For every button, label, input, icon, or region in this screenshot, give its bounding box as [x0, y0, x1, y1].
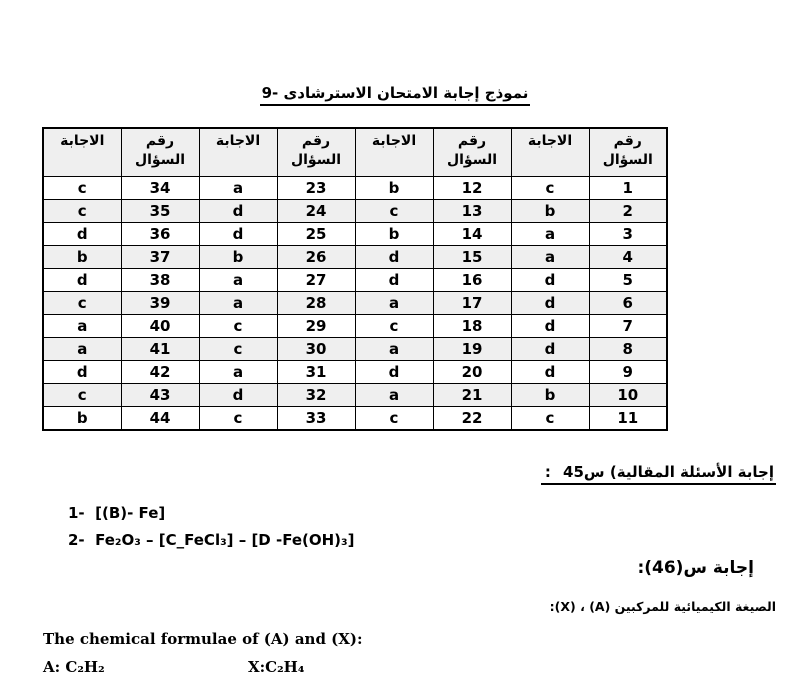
question-number-cell: 30	[277, 338, 355, 361]
answer-header: الاجابة	[511, 128, 589, 177]
table-row	[43, 315, 667, 338]
answer-header: الاجابة	[199, 128, 277, 177]
q46-subheading-text: الصيغة الكيميائية للمركبين	[614, 599, 776, 614]
question-number-cell: 19	[433, 338, 511, 361]
answer-cell: d	[511, 315, 589, 338]
q46-subheading-x: (X)	[554, 599, 576, 614]
table-row	[43, 361, 667, 384]
question-number-cell: 35	[121, 200, 199, 223]
answer-cell: a	[511, 223, 589, 246]
answer-header: الاجابة	[355, 128, 433, 177]
question-number-cell: 11	[589, 407, 667, 431]
table-row	[43, 384, 667, 407]
question-number-cell: 17	[433, 292, 511, 315]
answer-cell: d	[355, 269, 433, 292]
answer-cell: d	[355, 246, 433, 269]
question-number-cell: 34	[121, 177, 199, 200]
question-number-header: رقم السؤال	[433, 128, 511, 177]
answer-cell: a	[199, 361, 277, 384]
q46-subheading-a: (A)	[589, 599, 611, 614]
formula-x-value: X:C₂H₄	[248, 658, 305, 676]
answer-cell: b	[355, 177, 433, 200]
chemical-formula-english-label: The chemical formulae of (A) and (X):	[43, 630, 363, 648]
answer-cell: d	[511, 338, 589, 361]
answer-cell: a	[43, 315, 121, 338]
q46-subheading-comma: ،	[580, 599, 585, 614]
table-row	[43, 246, 667, 269]
answer-cell: d	[43, 269, 121, 292]
answer-cell: c	[43, 177, 121, 200]
answer-cell: c	[355, 315, 433, 338]
question-number-cell: 26	[277, 246, 355, 269]
answer-cell: d	[355, 361, 433, 384]
answer-cell: a	[43, 338, 121, 361]
q46-subheading-colon: :	[549, 599, 555, 614]
question-number-cell: 2	[589, 200, 667, 223]
table-header-row	[43, 128, 667, 177]
question-number-cell: 3	[589, 223, 667, 246]
question-number-cell: 24	[277, 200, 355, 223]
essay-heading-question-number: س45	[563, 463, 605, 481]
question-number-cell: 44	[121, 407, 199, 431]
table-row	[43, 407, 667, 431]
answer-cell: d	[43, 361, 121, 384]
answer-header: الاجابة	[43, 128, 121, 177]
question-number-cell: 23	[277, 177, 355, 200]
question-number-cell: 22	[433, 407, 511, 431]
answer-cell: c	[511, 407, 589, 431]
essay-answers-heading	[541, 463, 776, 485]
question-number-cell: 12	[433, 177, 511, 200]
question-number-cell: 43	[121, 384, 199, 407]
question-number-cell: 42	[121, 361, 199, 384]
question-number-cell: 8	[589, 338, 667, 361]
answer-cell: d	[199, 384, 277, 407]
answer-cell: c	[199, 407, 277, 431]
question-number-cell: 6	[589, 292, 667, 315]
question-number-cell: 36	[121, 223, 199, 246]
formula-a-value: A: C₂H₂	[43, 658, 105, 676]
essay-heading-text: إجابة الأسئلة المقالية	[616, 463, 774, 481]
answer-cell: b	[511, 200, 589, 223]
question-number-cell: 20	[433, 361, 511, 384]
question-number-cell: 1	[589, 177, 667, 200]
page-title: نموذج إجابة الامتحان الاسترشادى -9	[260, 84, 531, 106]
table-row	[43, 338, 667, 361]
question-number-cell: 18	[433, 315, 511, 338]
question-number-cell: 25	[277, 223, 355, 246]
question-number-cell: 13	[433, 200, 511, 223]
question-number-cell: 4	[589, 246, 667, 269]
essay-answer-item-2: 2- Fe₂O₃ – [C_FeCl₃] – [D -Fe(OH)₃]	[68, 531, 355, 549]
answer-cell: a	[511, 246, 589, 269]
essay-heading-paren: (	[609, 463, 617, 481]
question-number-cell: 27	[277, 269, 355, 292]
question-number-cell: 39	[121, 292, 199, 315]
answer-cell: c	[511, 177, 589, 200]
question-number-cell: 14	[433, 223, 511, 246]
answer-cell: d	[199, 223, 277, 246]
q46-heading-colon: :	[637, 558, 645, 578]
question-number-cell: 7	[589, 315, 667, 338]
question-number-cell: 16	[433, 269, 511, 292]
answer-cell: c	[355, 200, 433, 223]
answer-cell: a	[199, 292, 277, 315]
question-number-cell: 28	[277, 292, 355, 315]
table-row	[43, 200, 667, 223]
answer-cell: d	[43, 223, 121, 246]
question-number-cell: 31	[277, 361, 355, 384]
answer-cell: c	[43, 200, 121, 223]
question-number-cell: 29	[277, 315, 355, 338]
question-number-cell: 32	[277, 384, 355, 407]
answer-cell: a	[199, 269, 277, 292]
answer-cell: a	[355, 292, 433, 315]
question-number-header: رقم السؤال	[121, 128, 199, 177]
answer-cell: b	[355, 223, 433, 246]
question-number-header: رقم السؤال	[277, 128, 355, 177]
question-number-cell: 5	[589, 269, 667, 292]
answer-cell: a	[199, 177, 277, 200]
answer-cell: c	[43, 384, 121, 407]
answer-cell: b	[43, 246, 121, 269]
essay-heading-colon: :	[544, 463, 551, 481]
q46-heading-text: إجابة س	[683, 558, 754, 578]
answer-cell: a	[355, 338, 433, 361]
table-row	[43, 223, 667, 246]
answer-cell: d	[511, 292, 589, 315]
question-number-cell: 38	[121, 269, 199, 292]
question-number-cell: 40	[121, 315, 199, 338]
answer-cell: d	[511, 269, 589, 292]
table-row	[43, 177, 667, 200]
question-number-cell: 21	[433, 384, 511, 407]
question-number-cell: 33	[277, 407, 355, 431]
answer-cell: c	[199, 338, 277, 361]
answer-cell: b	[511, 384, 589, 407]
answer-cell: d	[511, 361, 589, 384]
answer-cell: c	[355, 407, 433, 431]
question-number-cell: 10	[589, 384, 667, 407]
formula-row	[43, 658, 304, 676]
answer-key-table-head	[43, 128, 667, 177]
question-number-cell: 15	[433, 246, 511, 269]
question-46-heading	[637, 558, 754, 578]
essay-answer-item-1: 1- [(B)- Fe]	[68, 504, 166, 522]
answer-cell: d	[199, 200, 277, 223]
question-number-cell: 41	[121, 338, 199, 361]
question-number-cell: 9	[589, 361, 667, 384]
answer-key-table	[42, 127, 668, 431]
question-number-cell: 37	[121, 246, 199, 269]
answer-cell: c	[43, 292, 121, 315]
answer-cell: c	[199, 315, 277, 338]
page-title-wrap	[0, 83, 790, 106]
answer-cell: b	[199, 246, 277, 269]
answer-key-table-body	[43, 177, 667, 431]
answer-cell: a	[355, 384, 433, 407]
table-row	[43, 269, 667, 292]
answer-cell: b	[43, 407, 121, 431]
chemical-formula-arabic-label	[550, 599, 776, 614]
q46-heading-number: (46)	[644, 558, 684, 578]
table-row	[43, 292, 667, 315]
question-number-header: رقم السؤال	[589, 128, 667, 177]
